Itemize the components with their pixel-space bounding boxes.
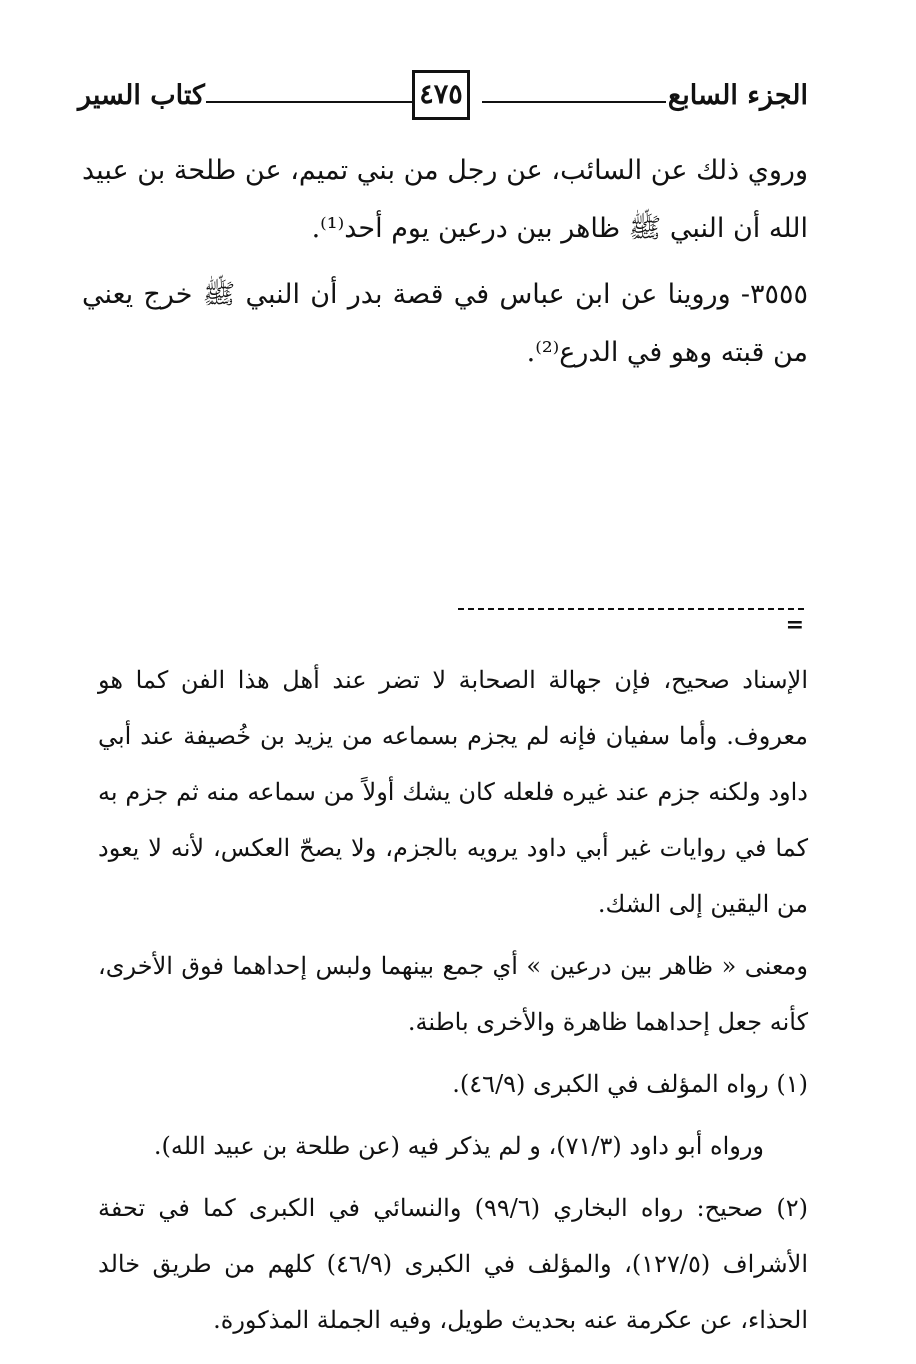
page-number: ٤٧٥: [412, 70, 470, 120]
footnote-continuation: ومعنى « ظاهر بين درعين » أي جمع بينهما ولبس إحداهما فوق الأخرى، كأنه جعل إحداهما ظاهرة والأخرى باطنة.: [98, 952, 808, 1036]
page-header: [78, 70, 808, 126]
header-rule-left: [206, 101, 412, 103]
footnote-1: (١) رواه المؤلف في الكبرى (٤٦/٩).: [452, 1070, 808, 1098]
footnotes: [98, 652, 808, 1354]
main-paragraph: ٣٥٥٥- وروينا عن ابن عباس في قصة بدر أن النبي ﷺ خرج يعني من قبته وهو في الدرع⁽²⁾.: [82, 279, 808, 368]
main-paragraph: وروي ذلك عن السائب، عن رجل من بني تميم، عن طلحة بن عبيد الله أن النبي ﷺ ظاهر بين درعين يوم أحد⁽¹⁾.: [82, 155, 808, 244]
footnote-continuation: الإسناد صحيح، فإن جهالة الصحابة لا تضر عند أهل هذا الفن كما هو معروف. وأما سفيان فإنه لم يجزم بسماعه من يزيد بن خُصيفة عند أبي داود ولكنه جزم عند غيره فلعله كان يشك أولاً من سماعه منه ثم جزم به كما في روايات غير أبي داود يرويه بالجزم، ولا يصحّ العكس، لأنه لا يعود من اليقين إلى الشك.: [98, 666, 808, 918]
continuation-mark: =: [785, 612, 804, 638]
main-text: [82, 142, 808, 390]
footnote-separator: [458, 608, 804, 610]
header-rule-right: [482, 101, 666, 103]
volume-title: الجزء السابع: [667, 80, 808, 111]
footnote-1-extra: ورواه أبو داود (٧١/٣)، و لم يذكر فيه (عن طلحة بن عبيد الله).: [153, 1132, 764, 1160]
book-title: كتاب السير: [78, 80, 205, 111]
footnote-2: (٢) صحيح: رواه البخاري (٩٩/٦) والنسائي في الكبرى كما في تحفة الأشراف (١٢٧/٥)، والمؤلف في الكبرى (٤٦/٩) كلهم من طريق خالد الحذاء، عن عكرمة عنه بحديث طويل، وفيه الجملة المذكورة.: [98, 1194, 809, 1334]
